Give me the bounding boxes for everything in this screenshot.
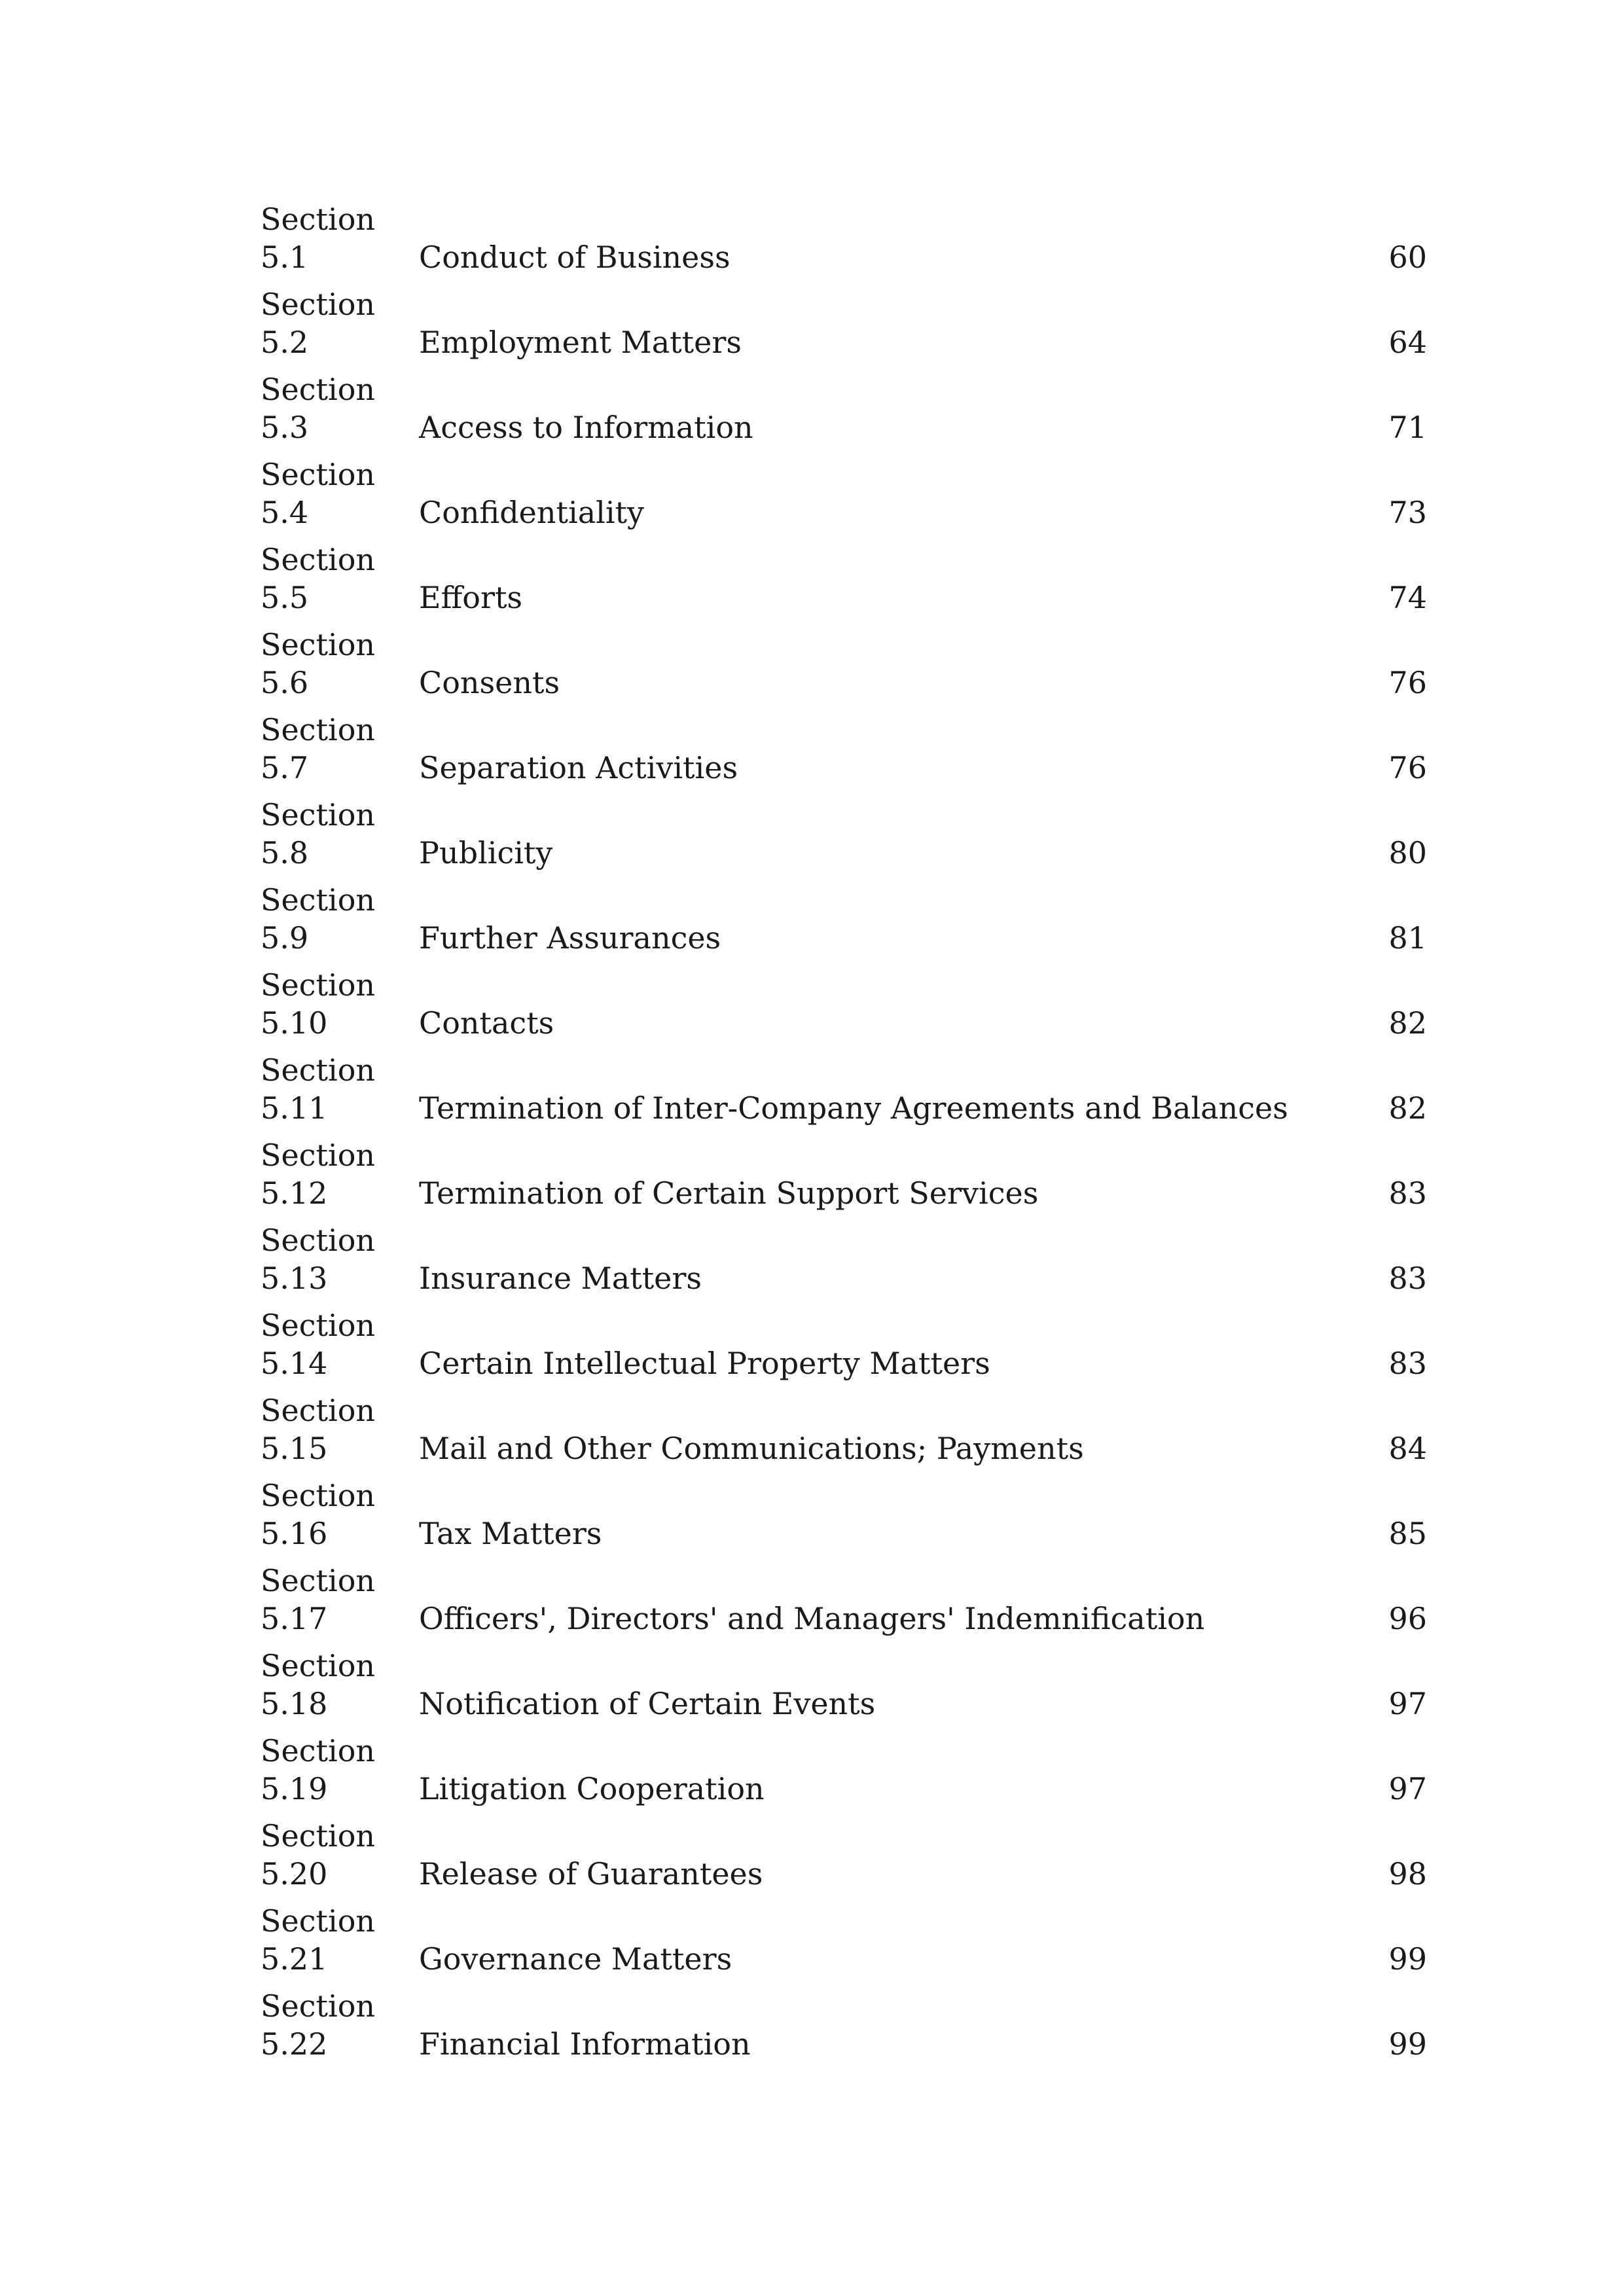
toc-entry bbox=[261, 1477, 1427, 1562]
section-number: 5.7 bbox=[261, 750, 309, 785]
toc-entry bbox=[261, 1732, 1427, 1817]
section-number: 5.16 bbox=[261, 1516, 328, 1551]
section-number: 5.18 bbox=[261, 1686, 328, 1721]
section-title: Notification of Certain Events bbox=[419, 1686, 876, 1721]
page-number: 83 bbox=[1388, 1175, 1427, 1211]
page-number: 99 bbox=[1388, 1941, 1427, 1977]
page-number: 96 bbox=[1388, 1601, 1427, 1636]
toc-entry bbox=[261, 456, 1427, 541]
section-number: 5.6 bbox=[261, 665, 309, 700]
page-number: 76 bbox=[1388, 665, 1427, 700]
section-title: Certain Intellectual Property Matters bbox=[419, 1346, 990, 1381]
page-number: 98 bbox=[1388, 1856, 1427, 1892]
section-label: Section bbox=[261, 1903, 376, 1939]
toc-entry bbox=[261, 1391, 1427, 1477]
section-label: Section bbox=[261, 202, 376, 237]
section-title: Separation Activities bbox=[419, 750, 738, 785]
section-label: Section bbox=[261, 797, 376, 833]
section-number: 5.11 bbox=[261, 1090, 328, 1126]
page-number: 74 bbox=[1388, 580, 1427, 615]
section-title: Release of Guarantees bbox=[419, 1856, 763, 1892]
toc-entry bbox=[261, 1817, 1427, 1902]
section-title: Publicity bbox=[419, 835, 553, 870]
section-number: 5.21 bbox=[261, 1941, 328, 1977]
page-number: 97 bbox=[1388, 1686, 1427, 1721]
section-label: Section bbox=[261, 1052, 376, 1088]
section-number: 5.4 bbox=[261, 495, 309, 530]
section-number: 5.15 bbox=[261, 1431, 328, 1466]
section-label: Section bbox=[261, 1478, 376, 1513]
section-label: Section bbox=[261, 1733, 376, 1768]
section-title: Financial Information bbox=[419, 2026, 751, 2062]
section-number: 5.22 bbox=[261, 2026, 328, 2062]
section-number: 5.1 bbox=[261, 240, 309, 275]
section-title: Officers', Directors' and Managers' Indemnification bbox=[419, 1601, 1205, 1636]
section-title: Termination of Inter-Company Agreements and Balances bbox=[419, 1090, 1288, 1126]
toc-entry bbox=[261, 881, 1427, 966]
section-label: Section bbox=[261, 1223, 376, 1258]
toc-entry bbox=[261, 1306, 1427, 1391]
section-number: 5.5 bbox=[261, 580, 309, 615]
section-label: Section bbox=[261, 457, 376, 492]
toc-entry bbox=[261, 796, 1427, 881]
section-number: 5.12 bbox=[261, 1175, 328, 1211]
toc-entry bbox=[261, 1987, 1427, 2072]
section-label: Section bbox=[261, 287, 376, 322]
section-number: 5.3 bbox=[261, 410, 309, 445]
section-title: Efforts bbox=[419, 580, 523, 615]
section-number: 5.13 bbox=[261, 1261, 328, 1296]
toc-entry bbox=[261, 1136, 1427, 1221]
toc-entry bbox=[261, 966, 1427, 1051]
toc-entry bbox=[261, 1902, 1427, 1987]
page-number: 81 bbox=[1388, 920, 1427, 956]
section-title: Conduct of Business bbox=[419, 240, 731, 275]
section-label: Section bbox=[261, 542, 376, 577]
section-label: Section bbox=[261, 1138, 376, 1173]
section-title: Employment Matters bbox=[419, 325, 742, 360]
toc-entry bbox=[261, 711, 1427, 796]
section-number: 5.17 bbox=[261, 1601, 328, 1636]
section-label: Section bbox=[261, 712, 376, 747]
section-label: Section bbox=[261, 372, 376, 407]
section-number: 5.19 bbox=[261, 1771, 328, 1806]
page-number: 60 bbox=[1388, 240, 1427, 275]
table-of-contents bbox=[261, 200, 1427, 2072]
page-number: 83 bbox=[1388, 1261, 1427, 1296]
section-label: Section bbox=[261, 1563, 376, 1598]
section-number: 5.20 bbox=[261, 1856, 328, 1892]
page-number: 84 bbox=[1388, 1431, 1427, 1466]
section-number: 5.10 bbox=[261, 1005, 328, 1041]
page-number: 82 bbox=[1388, 1090, 1427, 1126]
toc-entry bbox=[261, 1051, 1427, 1136]
section-number: 5.14 bbox=[261, 1346, 328, 1381]
section-number: 5.2 bbox=[261, 325, 309, 360]
section-label: Section bbox=[261, 627, 376, 662]
section-title: Access to Information bbox=[419, 410, 753, 445]
section-label: Section bbox=[261, 1393, 376, 1428]
page-number: 85 bbox=[1388, 1516, 1427, 1551]
section-number: 5.8 bbox=[261, 835, 309, 870]
toc-entry bbox=[261, 1647, 1427, 1732]
page-number: 82 bbox=[1388, 1005, 1427, 1041]
section-title: Tax Matters bbox=[419, 1516, 602, 1551]
page-number: 83 bbox=[1388, 1346, 1427, 1381]
page-number: 76 bbox=[1388, 750, 1427, 785]
toc-entry bbox=[261, 370, 1427, 456]
page-number: 71 bbox=[1388, 410, 1427, 445]
section-label: Section bbox=[261, 1648, 376, 1683]
toc-entry bbox=[261, 285, 1427, 370]
section-label: Section bbox=[261, 1818, 376, 1854]
page-number: 97 bbox=[1388, 1771, 1427, 1806]
toc-entry bbox=[261, 1221, 1427, 1306]
section-title: Further Assurances bbox=[419, 920, 721, 956]
section-title: Contacts bbox=[419, 1005, 554, 1041]
section-label: Section bbox=[261, 1988, 376, 2024]
section-title: Mail and Other Communications; Payments bbox=[419, 1431, 1084, 1466]
section-title: Confidentiality bbox=[419, 495, 645, 530]
toc-entry bbox=[261, 626, 1427, 711]
section-title: Insurance Matters bbox=[419, 1261, 702, 1296]
page-number: 80 bbox=[1388, 835, 1427, 870]
section-label: Section bbox=[261, 967, 376, 1003]
toc-entry bbox=[261, 1562, 1427, 1647]
toc-entry bbox=[261, 541, 1427, 626]
section-title: Termination of Certain Support Services bbox=[419, 1175, 1039, 1211]
page-number: 99 bbox=[1388, 2026, 1427, 2062]
section-number: 5.9 bbox=[261, 920, 309, 956]
toc-entry bbox=[261, 200, 1427, 285]
section-label: Section bbox=[261, 882, 376, 918]
page-number: 64 bbox=[1388, 325, 1427, 360]
page-number: 73 bbox=[1388, 495, 1427, 530]
section-title: Litigation Cooperation bbox=[419, 1771, 765, 1806]
section-title: Governance Matters bbox=[419, 1941, 732, 1977]
section-label: Section bbox=[261, 1308, 376, 1343]
section-title: Consents bbox=[419, 665, 560, 700]
